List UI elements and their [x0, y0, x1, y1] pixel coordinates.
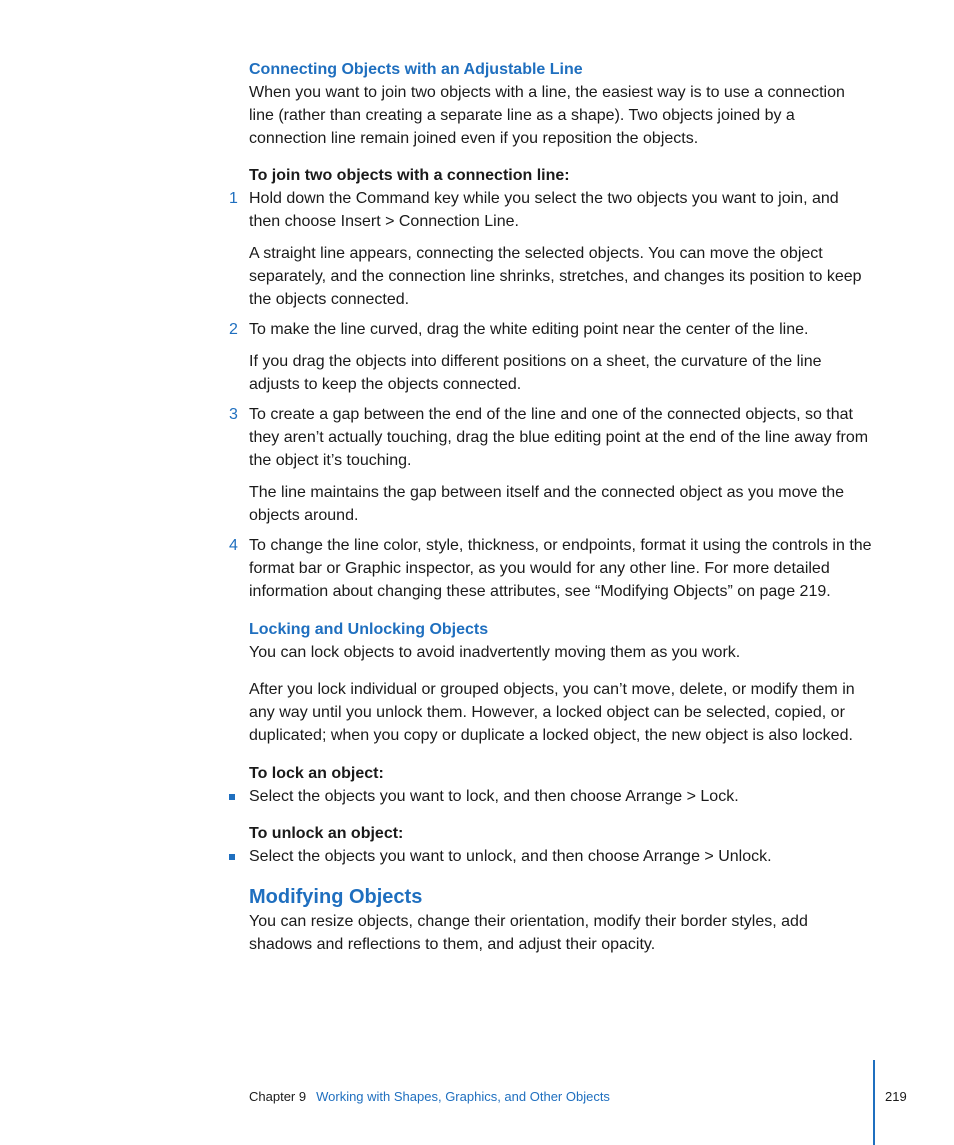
step-3	[229, 403, 874, 472]
step-note: The line maintains the gap between itself and the connected object as you move the objects around.	[249, 484, 845, 524]
step-number: 4	[229, 537, 238, 554]
modifying-paragraph: You can resize objects, change their orientation, modify their border styles, add shadows and reflections to them, and adjust their opacity.	[249, 913, 808, 953]
footer-chapter-label: Chapter 9	[249, 1089, 307, 1104]
task-heading-unlock: To unlock an object:	[249, 825, 404, 842]
list-item-unlock	[249, 845, 874, 868]
locking-paragraph-2: After you lock individual or grouped objects, you can’t move, delete, or modify them in any way until you unlock them. However, a locked object can be selected, copied, or duplicated; when you copy or duplicate a locked object, the new object is also locked.	[249, 681, 855, 744]
section-heading-connecting: Connecting Objects with an Adjustable Line	[249, 61, 583, 78]
step-text: Hold down the Command key while you select the two objects you want to join, and then choose Insert > Connection Line.	[249, 190, 839, 230]
step-text: To make the line curved, drag the white editing point near the center of the line.	[249, 321, 809, 338]
bullet-icon	[229, 794, 235, 800]
list-item-lock	[249, 785, 874, 808]
step-note: A straight line appears, connecting the selected objects. You can move the object separately, and the connection line shrinks, stretches, and changes its position to keep the objects connected.	[249, 245, 862, 308]
intro-paragraph: When you want to join two objects with a line, the easiest way is to use a connection line (rather than creating a separate line as a shape). Two objects joined by a connection line remain joined even if you reposition the objects.	[249, 84, 845, 147]
step-1	[229, 187, 874, 233]
step-note: If you drag the objects into different positions on a sheet, the curvature of the line adjusts to keep the objects connected.	[249, 353, 822, 393]
step-number: 3	[229, 406, 238, 423]
task-heading-lock: To lock an object:	[249, 765, 384, 782]
step-2	[229, 318, 874, 341]
section-heading-locking: Locking and Unlocking Objects	[249, 621, 489, 638]
footer	[249, 1088, 610, 1106]
list-item-text: Select the objects you want to lock, and then choose Arrange > Lock.	[249, 788, 739, 805]
step-number: 1	[229, 190, 238, 207]
page-number: 219	[885, 1089, 907, 1104]
list-item-text: Select the objects you want to unlock, and then choose Arrange > Unlock.	[249, 848, 772, 865]
step-text: To change the line color, style, thickness, or endpoints, format it using the controls in the format bar or Graphic inspector, as you would for any other line. For more detailed information about changing these attributes, see “Modifying Objects” on page 219.	[249, 537, 872, 600]
footer-chapter-title: Working with Shapes, Graphics, and Other Objects	[316, 1089, 610, 1104]
step-number: 2	[229, 321, 238, 338]
page-content	[229, 58, 874, 956]
step-4	[229, 534, 874, 603]
locking-paragraph-1: You can lock objects to avoid inadvertently moving them as you work.	[249, 644, 741, 661]
bullet-icon	[229, 854, 235, 860]
footer-divider	[873, 1060, 875, 1145]
section-heading-modifying: Modifying Objects	[249, 886, 423, 908]
step-text: To create a gap between the end of the line and one of the connected objects, so that they aren’t actually touching, drag the blue editing point at the end of the line away from the object it’s touching.	[249, 406, 869, 469]
task-heading-join: To join two objects with a connection line:	[249, 167, 570, 184]
